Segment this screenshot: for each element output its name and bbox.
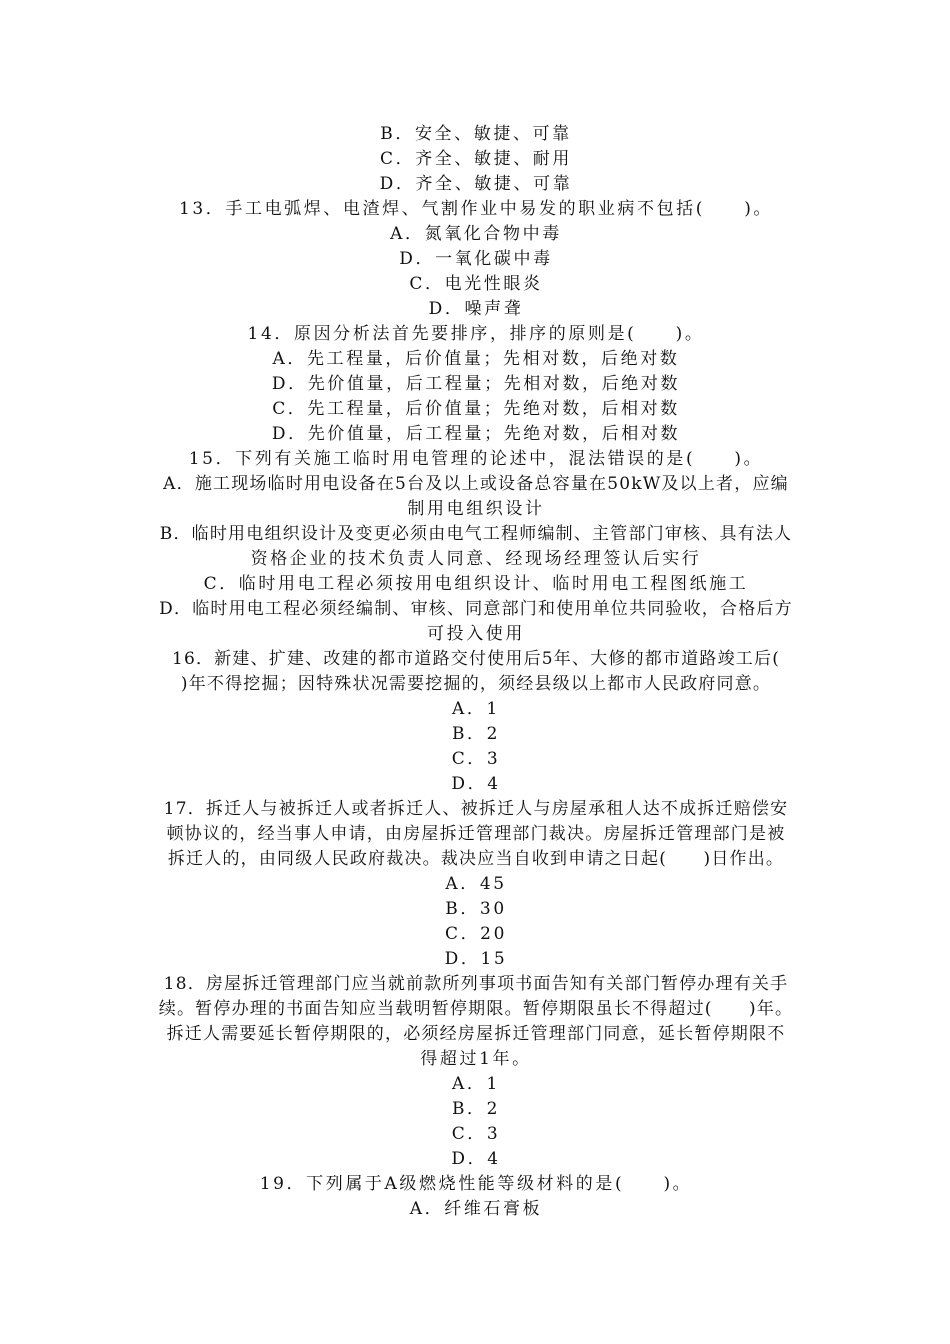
document-page	[140, 122, 812, 1222]
question-15: 15．下列有关施工临时用电管理的论述中，混法错误的是( )。	[188, 449, 764, 469]
question-18-line2: 续。暂停办理的书面告知应当载明暂停期限。暂停期限虽长不得超过( )年。	[158, 999, 794, 1019]
q15-option-a-line1: A．施工现场临时用电设备在5台及以上或设备总容量在50kW及以上者，应编	[163, 474, 789, 494]
option-b-line: B．安全、敏捷、可靠	[380, 124, 572, 144]
q15-option-c: C．临时用电工程必须按用电组织设计、临时用电工程图纸施工	[203, 574, 749, 594]
q15-option-a-line2: 制用电组织设计	[407, 499, 545, 519]
question-17-line2: 顿协议的，经当事人申请，由房屋拆迁管理部门裁决。房屋拆迁管理部门是被	[166, 824, 786, 844]
q17-option-a: A．45	[445, 874, 507, 894]
q13-option-a: A．氮氧化合物中毒	[390, 224, 562, 244]
q13-option-d: D．噪声聋	[428, 299, 524, 319]
question-18-line4: 得超过1年。	[420, 1049, 532, 1069]
q15-option-d-line2: 可投入使用	[427, 624, 525, 644]
q17-option-c: C．20	[444, 924, 508, 944]
q16-option-c: C．3	[451, 749, 501, 769]
question-16-line1: 16．新建、扩建、改建的都市道路交付使用后5年、大修的都市道路竣工后(	[171, 649, 781, 669]
option-c-line: C．齐全、敏捷、耐用	[379, 149, 572, 169]
question-19: 19．下列属于A级燃烧性能等级材料的是( )。	[259, 1174, 693, 1194]
q13-option-b: D．一氧化碳中毒	[399, 249, 553, 269]
q18-option-a: A．1	[452, 1074, 500, 1094]
q14-option-d: D．先价值量，后工程量；先绝对数，后相对数	[271, 424, 681, 444]
question-17-line3: 拆迁人的，由同级人民政府裁决。裁决应当自收到申请之日起( )日作出。	[167, 849, 785, 869]
q15-option-b-line2: 资格企业的技术负责人同意、经现场经理签认后实行	[250, 549, 702, 569]
q16-option-d: D．4	[451, 774, 501, 794]
q18-option-d: D．4	[451, 1149, 501, 1169]
option-d-line: D．齐全、敏捷、可靠	[379, 174, 573, 194]
q14-option-a: A．先工程量，后价值量；先相对数，后绝对数	[272, 349, 680, 369]
q19-option-a: A．纤维石膏板	[409, 1199, 543, 1219]
q14-option-b: D．先价值量，后工程量；先相对数，后绝对数	[271, 374, 681, 394]
q18-option-b: B．2	[451, 1099, 501, 1119]
question-18-line3: 拆迁人需要延长暂停期限的，必须经房屋拆迁管理部门同意，延长暂停期限不	[166, 1024, 786, 1044]
q17-option-b: B．30	[445, 899, 507, 919]
q15-option-d-line1: D．临时用电工程必须经编制、审核、同意部门和使用单位共同验收，合格后方	[159, 599, 793, 619]
question-17-line1: 17．拆迁人与被拆迁人或者拆迁人、被拆迁人与房屋承租人达不成拆迁赔偿安	[163, 799, 789, 819]
question-14: 14．原因分析法首先要排序，排序的原则是( )。	[247, 324, 705, 344]
question-16-line2: )年不得挖掘；因特殊状况需要挖掘的，须经县级以上都市人民政府同意。	[180, 674, 772, 694]
q17-option-d: D．15	[444, 949, 508, 969]
q13-option-c: C．电光性眼炎	[409, 274, 543, 294]
q15-option-b-line1: B．临时用电组织设计及变更必须由电气工程师编制、主管部门审核、具有法人	[159, 524, 793, 544]
question-13: 13．手工电弧焊、电渣焊、气割作业中易发的职业病不包括( )。	[178, 199, 774, 219]
q16-option-b: B．2	[451, 724, 501, 744]
question-18-line1: 18．房屋拆迁管理部门应当就前款所列事项书面告知有关部门暂停办理有关手	[163, 974, 789, 994]
q14-option-c: C．先工程量，后价值量；先绝对数，后相对数	[272, 399, 680, 419]
q16-option-a: A．1	[452, 699, 500, 719]
q18-option-c: C．3	[451, 1124, 501, 1144]
